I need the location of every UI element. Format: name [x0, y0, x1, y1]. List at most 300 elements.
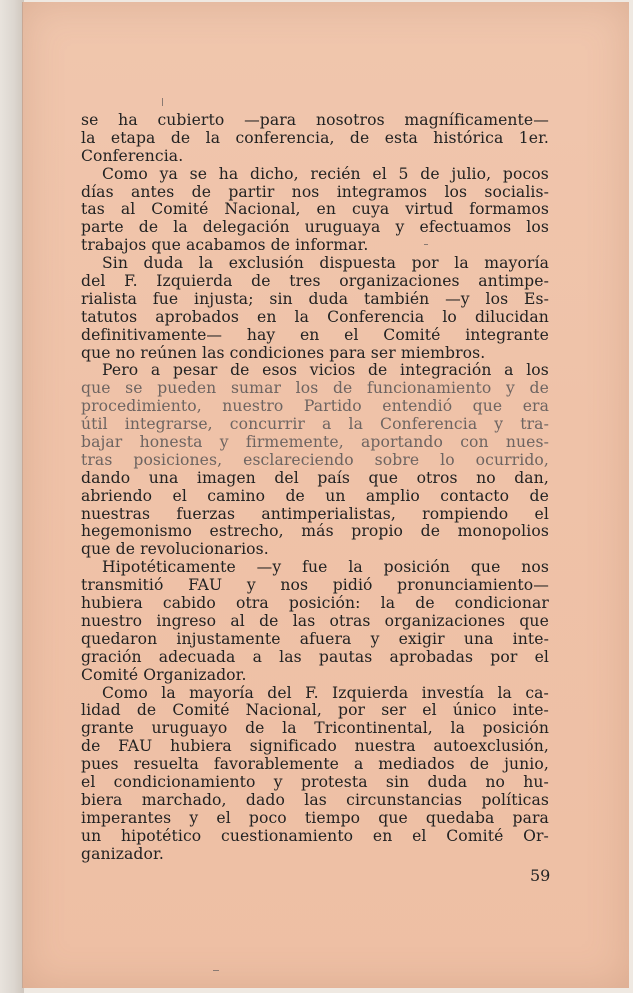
text-word: al [120, 200, 136, 219]
text-line [81, 416, 549, 434]
text-word: conferencia, [235, 128, 335, 147]
text-word: etapa [110, 128, 156, 147]
text-word: firmemente, [245, 433, 344, 452]
text-word: de [367, 361, 388, 380]
text-word: el [372, 164, 387, 183]
text-word: julio, [451, 164, 492, 183]
text-word: antimpe- [478, 272, 549, 291]
text-word: integrante [465, 325, 549, 344]
text-word: otros [416, 468, 458, 487]
text-word: nuestro [222, 397, 284, 416]
text-word: pesar [172, 361, 218, 380]
text-word: circunstancias [346, 790, 463, 809]
text-word: aprobados [155, 307, 239, 326]
text-word: y [219, 433, 229, 452]
text-word: y [395, 218, 405, 237]
text-word: tres [289, 272, 321, 291]
text-word: pocos [502, 164, 549, 183]
text-line [81, 720, 549, 738]
text-line [81, 434, 549, 452]
text-word: exclusión [228, 254, 304, 273]
text-word: —y [445, 289, 470, 308]
text-word: sin [269, 289, 293, 308]
text-word: condicionar [454, 594, 549, 613]
text-line: Conferencia. [81, 146, 184, 165]
text-word: histórica [433, 128, 504, 147]
text-word: de [469, 755, 490, 774]
text-line [81, 488, 549, 506]
text-word: la [173, 218, 188, 237]
text-word: a [322, 415, 332, 434]
text-word: ca- [525, 683, 549, 702]
text-line: trabajos que acabamos de informar. [81, 236, 369, 255]
text-word: significado [249, 737, 337, 756]
text-line [81, 756, 549, 774]
text-word: la [205, 128, 221, 147]
text-word: Conferencia [327, 307, 425, 326]
text-word: tra- [520, 415, 549, 434]
text-word: biera [81, 790, 123, 809]
text-word: los [444, 182, 468, 201]
text-word: Tricontinental, [314, 719, 433, 738]
text-word: ocurrido, [475, 450, 549, 469]
text-word: útil [81, 415, 108, 434]
text-word: amplio [365, 486, 420, 505]
text-word: investía [421, 683, 485, 702]
text-word: de [332, 379, 353, 398]
text-word: contacto [440, 486, 510, 505]
text-word: dan, [514, 468, 549, 487]
text-word: nosotros [315, 111, 385, 129]
text-word: F. [305, 683, 319, 702]
text-word: imperantes [81, 808, 172, 827]
text-word: nos [280, 576, 309, 595]
text-word: que [368, 468, 399, 487]
text-line [81, 738, 549, 756]
text-word: la [198, 254, 214, 273]
text-word: mediados [378, 755, 455, 774]
text-word: un [325, 486, 346, 505]
text-word: Comité [151, 200, 209, 219]
text-word: no [485, 772, 506, 791]
text-word: la [348, 558, 363, 577]
text-word: pueden [157, 379, 217, 398]
text-line [81, 452, 549, 470]
text-word: la [380, 594, 396, 613]
body-text [81, 112, 549, 863]
text-word: cuya [351, 200, 390, 219]
text-word: fue [302, 558, 328, 577]
text-word: inte- [512, 701, 549, 720]
text-word: hubiera [170, 737, 232, 756]
text-word: marchado, [141, 790, 227, 809]
text-line [81, 201, 549, 219]
text-word: se [189, 164, 208, 183]
text-word: 5 [398, 164, 409, 183]
text-word: partir [228, 182, 275, 201]
text-word: las [304, 790, 327, 809]
text-word: uruguayo [151, 719, 228, 738]
text-word: tiempo [304, 808, 361, 827]
text-line [81, 774, 549, 792]
text-word: Izquierda [332, 683, 409, 702]
text-word: y [494, 415, 504, 434]
text-word: organizaciones [384, 611, 506, 630]
text-word: integrarse, [124, 415, 213, 434]
text-word: de [230, 361, 250, 380]
text-word: entendió [382, 397, 453, 416]
text-line [81, 255, 549, 273]
text-word: otras [329, 611, 371, 630]
text-word: integración [400, 361, 492, 380]
text-word: hipotético [121, 826, 202, 845]
text-word: pues [81, 755, 119, 774]
text-line [81, 309, 549, 327]
text-word: tatutos [81, 307, 138, 326]
text-word: parte [81, 218, 124, 237]
text-word: F. [124, 272, 138, 291]
text-word: que [81, 379, 111, 398]
text-word: único [452, 701, 497, 720]
text-word: efectuamos [419, 218, 512, 237]
text-word: lidad [81, 701, 121, 720]
text-word: de [420, 164, 440, 183]
text-word: dicho, [250, 164, 299, 183]
text-word: inte- [512, 629, 549, 648]
text-word: a [504, 361, 514, 380]
text-word: la [454, 254, 469, 273]
text-word: Nacional, [224, 200, 301, 219]
text-word: de [259, 611, 279, 630]
text-word: a [150, 361, 161, 380]
text-word: duda [308, 289, 349, 308]
text-word: otra [235, 594, 269, 613]
text-word: políticas [481, 790, 549, 809]
text-line [81, 577, 549, 595]
text-word: en [316, 200, 337, 219]
text-word: cuestionamiento [220, 826, 354, 845]
text-word: de [138, 218, 159, 237]
text-word: pronunciamiento— [397, 576, 549, 595]
text-line [81, 828, 549, 846]
text-word: Comité [383, 325, 441, 344]
text-word: dado [245, 790, 285, 809]
text-word: ya [159, 164, 178, 183]
text-word: Comité [172, 701, 230, 720]
text-word: Conferencia [380, 415, 478, 434]
text-word: el [81, 772, 96, 791]
book-spine-edge [0, 0, 24, 993]
text-line [81, 523, 549, 541]
text-line [81, 219, 549, 237]
text-word: grante [81, 719, 134, 738]
text-line [81, 184, 549, 202]
text-word: mayoría [189, 683, 254, 702]
text-word: ingreso [156, 611, 217, 630]
text-word: definitivamente— [81, 325, 223, 344]
text-word: Izquierda [156, 272, 233, 291]
text-word: aportando [360, 433, 443, 452]
text-word: quedaron [81, 629, 158, 648]
text-word: a [252, 647, 262, 666]
text-word: posición [482, 719, 549, 738]
text-word: las [292, 611, 316, 630]
text-word: adecuada [158, 647, 236, 666]
text-word: afuera [299, 629, 352, 648]
text-word: días [81, 182, 114, 201]
text-word: favorablemente [213, 755, 340, 774]
text-word: ha [218, 164, 239, 183]
text-word: esclareciendo [243, 450, 354, 469]
text-word: tas [81, 200, 105, 219]
text-word: por [411, 254, 439, 273]
text-word: fuerzas [176, 504, 236, 523]
text-word: Como [102, 164, 148, 183]
page-number: 59 [530, 866, 551, 885]
text-word: sobre [374, 450, 420, 469]
text-word: posición [383, 558, 450, 577]
text-word: del [267, 683, 292, 702]
text-word: pautas [318, 647, 373, 666]
text-word: Como [102, 683, 148, 702]
text-word: ha [118, 111, 138, 129]
text-line [81, 649, 549, 667]
text-word: nues- [505, 433, 549, 452]
text-word: los [485, 289, 509, 308]
text-word: no [476, 468, 496, 487]
text-word: concurrir [229, 415, 305, 434]
text-word: funcionamiento [366, 379, 492, 398]
text-word: fue [152, 289, 179, 308]
text-word: hay [246, 325, 276, 344]
text-word: sumar [230, 379, 282, 398]
text-word: sin [385, 772, 410, 791]
text-word: autoexclusión, [433, 737, 549, 756]
text-word: antes [130, 182, 175, 201]
text-line [81, 595, 549, 613]
text-word: organizaciones [339, 272, 460, 291]
text-word: que [470, 558, 501, 577]
text-word: Es- [524, 289, 549, 308]
text-word: en [372, 826, 393, 845]
text-word: estrecho, [209, 522, 284, 541]
text-word: uruguaya [304, 218, 381, 237]
text-line [81, 631, 549, 649]
text-word: tras [81, 450, 113, 469]
text-word: y [246, 576, 256, 595]
text-word: hu- [523, 772, 549, 791]
text-word: 1er. [518, 128, 549, 147]
text-line: que de revolucionarios. [81, 540, 269, 559]
text-word: el [534, 647, 549, 666]
text-word: socialis- [484, 182, 549, 201]
text-word: el [422, 701, 437, 720]
text-line [81, 810, 549, 828]
text-word: de [170, 128, 191, 147]
text-word: —y [256, 558, 282, 577]
text-word: duda [143, 254, 184, 273]
text-word: camino [207, 486, 266, 505]
text-word: en [299, 325, 320, 344]
text-word: y [505, 379, 515, 398]
text-word: aprobadas [389, 647, 474, 666]
text-word: abriendo [81, 486, 153, 505]
text-word: se [81, 111, 99, 129]
text-word: integramos [336, 182, 428, 201]
text-line [81, 470, 549, 488]
text-word: al [230, 611, 245, 630]
text-word: nuestras [81, 504, 151, 523]
text-word: condicionamiento [113, 772, 256, 791]
text-word: virtud [405, 200, 454, 219]
text-line [81, 112, 549, 130]
text-word: mayoría [484, 254, 549, 273]
text-word: de [136, 701, 157, 720]
text-word: cubierto [157, 111, 225, 129]
text-word: FAU [118, 737, 153, 756]
text-word: para [512, 808, 549, 827]
text-word: FAU [188, 576, 223, 595]
text-line [81, 327, 549, 345]
text-word: protesta [300, 772, 368, 791]
text-word: esos [262, 361, 298, 380]
text-word: de [529, 379, 549, 398]
text-word: con [460, 433, 489, 452]
text-word: quedaba [425, 808, 495, 827]
text-word: bajar [81, 433, 123, 452]
text-word: de [81, 737, 101, 756]
text-word: por [337, 701, 366, 720]
text-word: —para [244, 111, 297, 129]
text-word: los [295, 379, 319, 398]
text-word: lo [442, 307, 457, 326]
text-word: el [216, 808, 231, 827]
text-word: delegación [202, 218, 290, 237]
text-word: por [490, 647, 518, 666]
text-line [81, 166, 549, 184]
text-line: que no reúnen las condiciones para ser miembros. [81, 343, 486, 362]
text-word: los [526, 218, 549, 237]
text-word: recién [310, 164, 361, 183]
text-word: del [81, 272, 106, 291]
text-word: de [191, 182, 212, 201]
text-line [81, 130, 549, 148]
text-word: el [412, 826, 427, 845]
text-word: el [534, 504, 549, 523]
text-word: en [257, 307, 277, 326]
text-line [81, 506, 549, 524]
text-word: exigir [398, 629, 445, 648]
text-word: propio [351, 522, 404, 541]
text-word: esta [384, 128, 418, 147]
text-line [81, 380, 549, 398]
text-word: dispuesta [319, 254, 397, 273]
text-word: una [463, 629, 494, 648]
text-word: resuelta [133, 755, 199, 774]
text-word: magníficamente— [404, 111, 549, 129]
text-line: Comité Organizador. [81, 665, 247, 684]
text-word: la [81, 128, 96, 147]
text-word: formamos [469, 200, 549, 219]
text-word: dilucidan [474, 307, 549, 326]
text-word: también [364, 289, 430, 308]
text-word: nos [521, 558, 549, 577]
text-word: Partido [303, 397, 362, 416]
text-line [81, 398, 549, 416]
text-word: ser [381, 701, 407, 720]
text-word: más [301, 522, 334, 541]
text-word: la [450, 719, 466, 738]
text-word: honesta [139, 433, 203, 452]
text-word: Hipotéticamente [102, 558, 236, 577]
text-word: posición: [288, 594, 361, 613]
text-word: rompiendo [422, 504, 509, 523]
text-word: monopolios [457, 522, 549, 541]
text-word: junio, [504, 755, 549, 774]
text-word: posiciones, [133, 450, 223, 469]
text-word: de [420, 522, 441, 541]
text-line [81, 613, 549, 631]
text-word: Or- [523, 826, 549, 845]
text-word: injusta; [194, 289, 254, 308]
text-word: el [344, 325, 359, 344]
text-word: la [294, 307, 310, 326]
text-word: lo [440, 450, 455, 469]
text-word: el [172, 486, 187, 505]
text-word: hubiera [81, 594, 143, 613]
stray-mark [213, 970, 219, 971]
text-word: y [273, 772, 283, 791]
text-word: se [125, 379, 143, 398]
text-word: la [282, 719, 297, 738]
text-word: los [526, 361, 549, 380]
text-word: y [370, 629, 380, 648]
text-word: antimperialistas, [261, 504, 396, 523]
text-word: hegemonismo [81, 522, 192, 541]
text-word: pidió [332, 576, 373, 595]
text-word: de [529, 486, 549, 505]
text-word: la [161, 683, 176, 702]
text-word: dando [81, 468, 131, 487]
text-line [81, 291, 549, 309]
text-word: de [285, 486, 305, 505]
text-word: una [148, 468, 179, 487]
text-word: de [349, 128, 370, 147]
text-word: duda [427, 772, 468, 791]
text-word: poco [248, 808, 287, 827]
stray-mark [162, 98, 163, 106]
text-word: nos [291, 182, 320, 201]
text-line [81, 559, 549, 577]
text-word: que [472, 397, 503, 416]
text-word: Pero [102, 361, 139, 380]
text-word: un [81, 826, 102, 845]
text-word: de [245, 719, 265, 738]
text-word: nuestro [81, 611, 143, 630]
text-word: país [317, 468, 350, 487]
text-word: que [378, 808, 408, 827]
text-word: rialista [81, 289, 138, 308]
text-word: era [522, 397, 549, 416]
text-word: vicios [309, 361, 356, 380]
text-word: que [519, 611, 549, 630]
text-word: las [279, 647, 302, 666]
text-word: imagen [196, 468, 256, 487]
text-word: la [497, 683, 512, 702]
text-word: y [189, 808, 199, 827]
text-line [81, 273, 549, 291]
text-word: de [251, 272, 271, 291]
